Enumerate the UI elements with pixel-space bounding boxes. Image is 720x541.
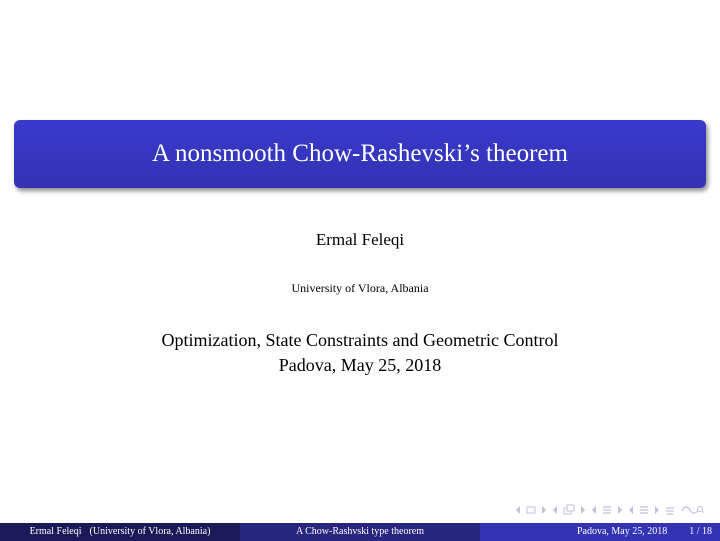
author: Ermal Feleqi — [315, 230, 405, 249]
footer-institute: (University of Vlora, Albania) — [89, 526, 211, 537]
next-section-icon[interactable] — [580, 505, 586, 515]
section-icon — [563, 504, 575, 516]
item-icon — [639, 505, 649, 515]
event-date: Padova, May 25, 2018 — [278, 355, 442, 375]
institute: University of Vlora, Albania — [291, 281, 429, 295]
slide-title: A nonsmooth Chow-Rashevski’s theorem — [152, 140, 568, 167]
next-frame-icon[interactable] — [541, 505, 547, 515]
footer-short-title: A Chow-Rashvski type theorem — [295, 526, 425, 537]
footer-date: Padova, May 25, 2018 — [576, 526, 668, 537]
search-icon[interactable] — [680, 505, 704, 515]
footer-title-section — [240, 523, 480, 541]
appendix-icon[interactable] — [665, 505, 675, 515]
prev-frame-icon[interactable] — [515, 505, 521, 515]
event-name: Optimization, State Constraints and Geometric Control — [161, 330, 559, 350]
frame-icon — [526, 505, 536, 515]
title-box — [14, 120, 706, 188]
next-subsection-icon[interactable] — [617, 505, 623, 515]
prev-item-icon[interactable] — [628, 505, 634, 515]
footer-author-section — [0, 523, 240, 541]
prev-subsection-icon[interactable] — [591, 505, 597, 515]
footer-author: Ermal Feleqi — [29, 526, 82, 537]
subsection-icon — [602, 505, 612, 515]
prev-section-icon[interactable] — [552, 505, 558, 515]
footer-page-number: 1 / 18 — [689, 526, 712, 537]
navigation-bar — [515, 504, 704, 516]
next-item-icon[interactable] — [654, 505, 660, 515]
event-block — [0, 328, 720, 378]
footer-date-section — [480, 523, 720, 541]
footer — [0, 523, 720, 541]
